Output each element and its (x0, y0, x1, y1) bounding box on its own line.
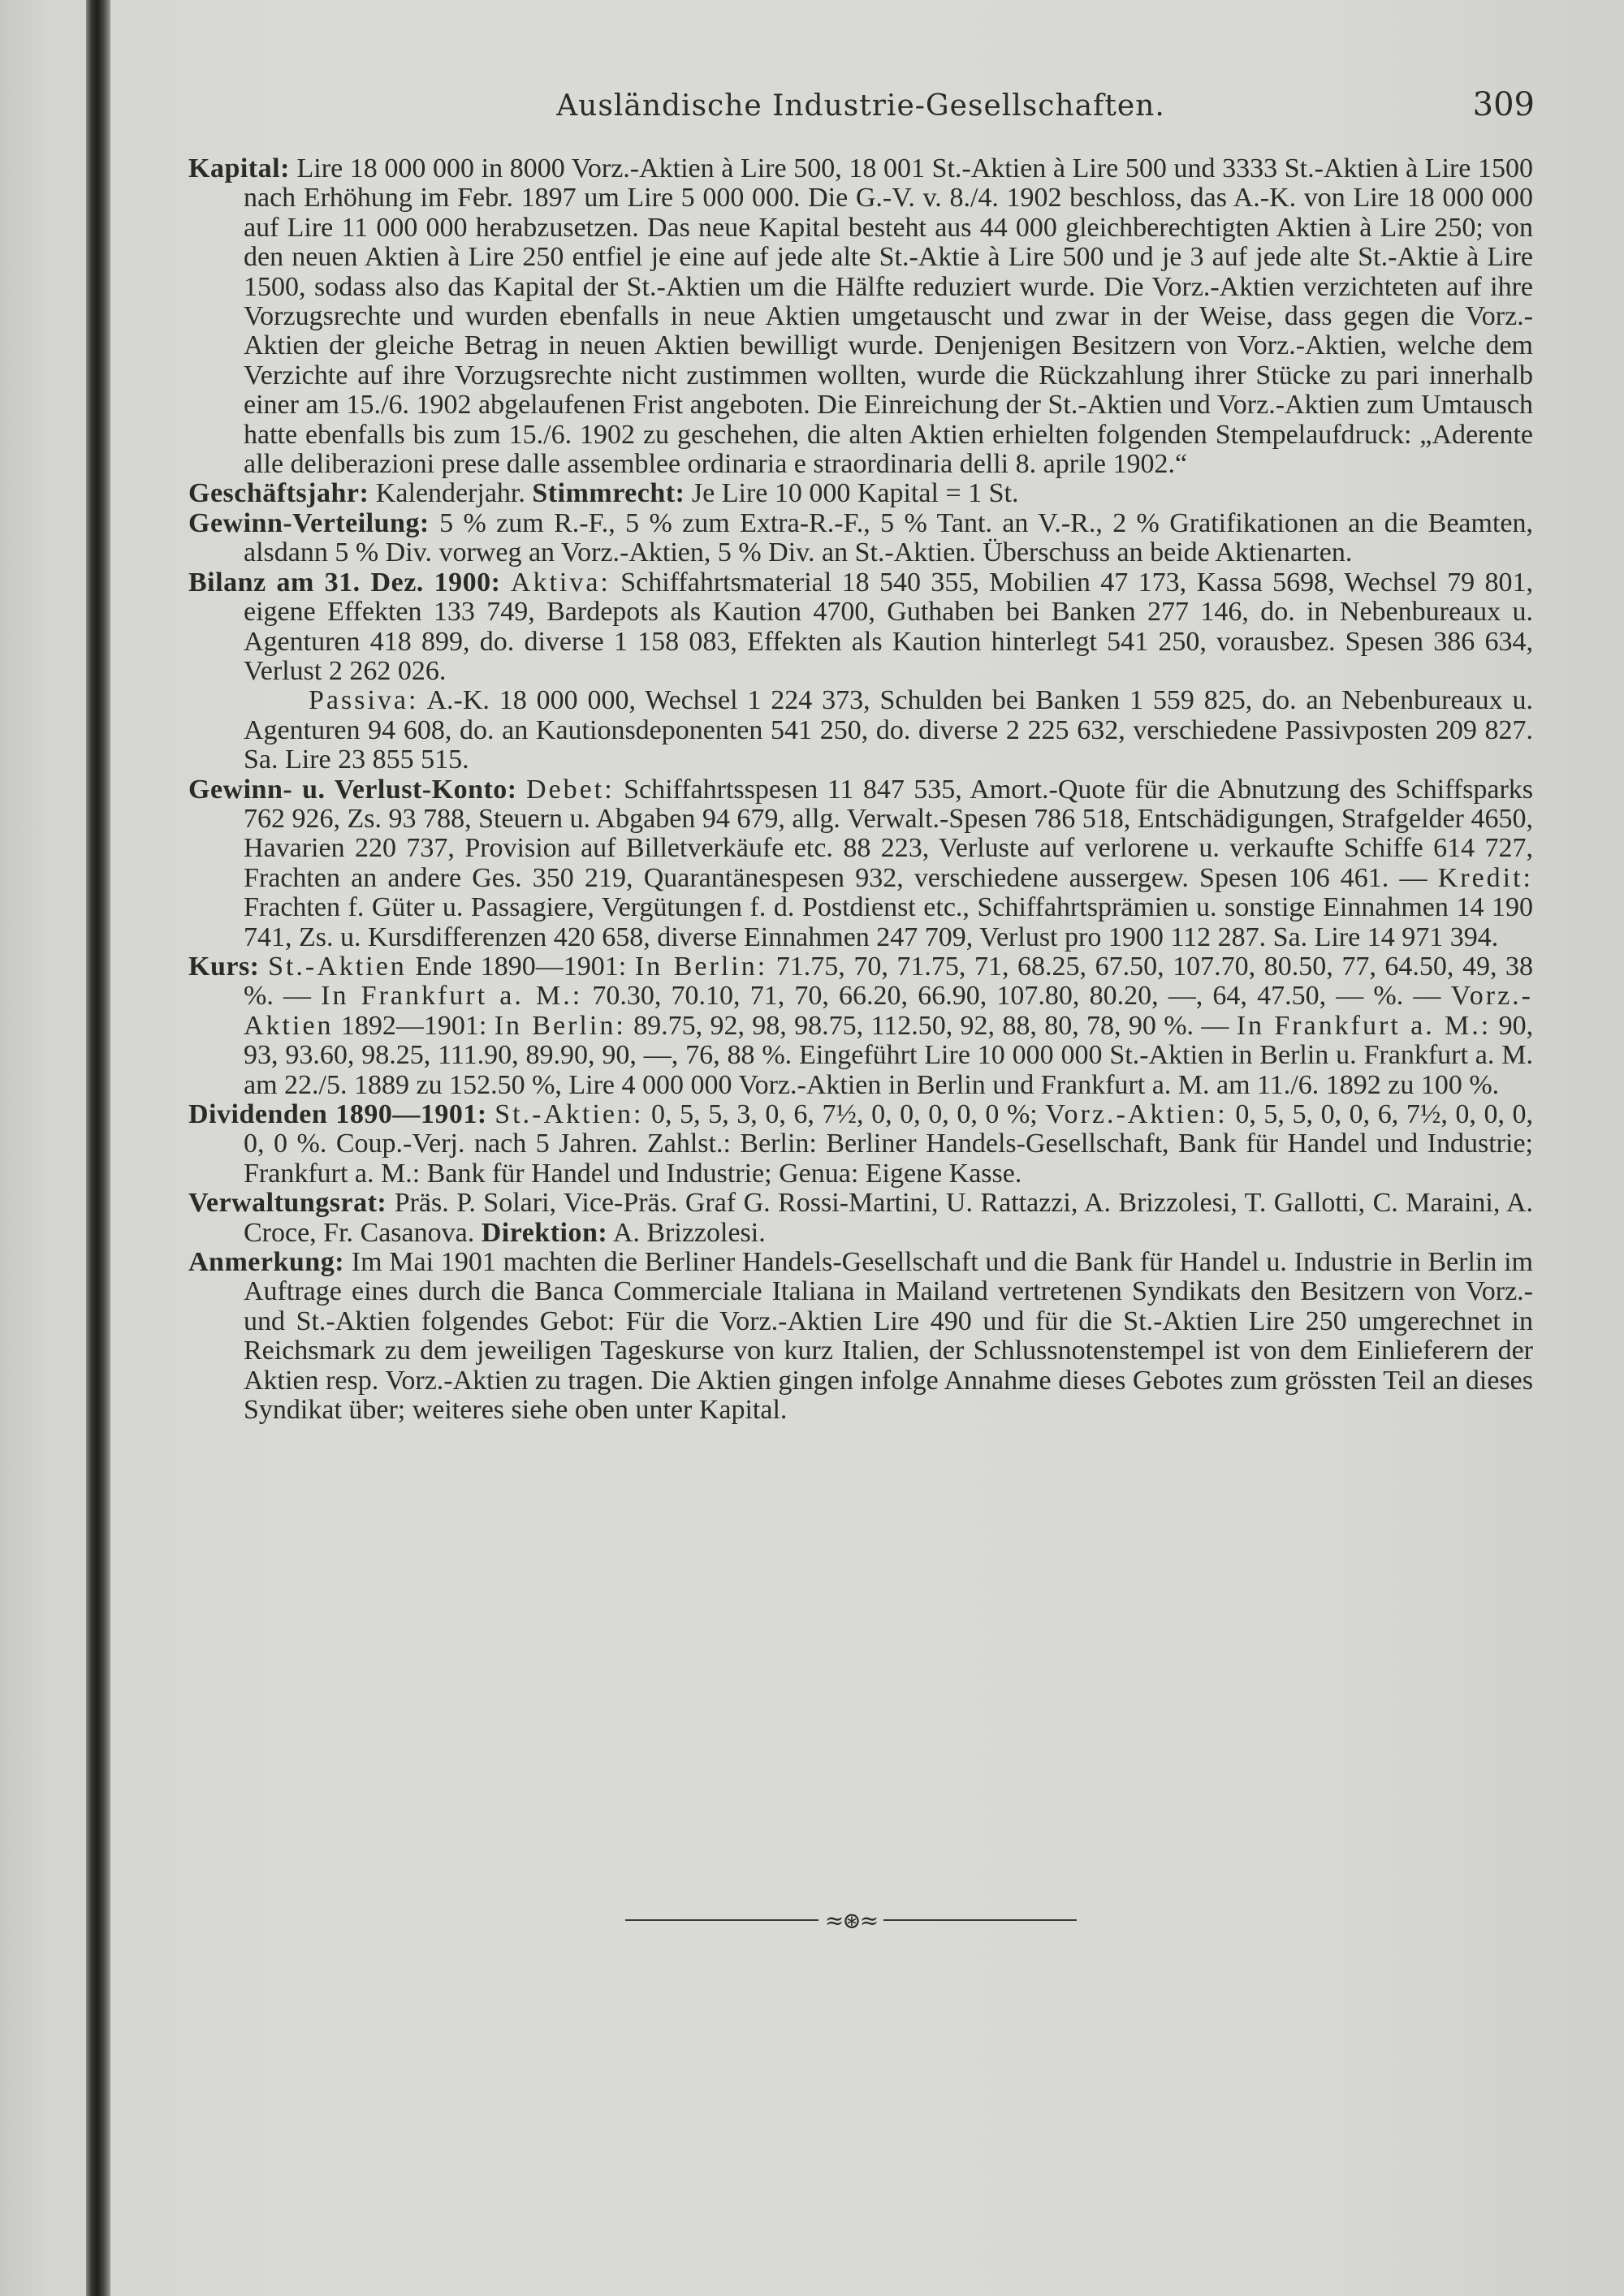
kurs-frankfurt: In Frankfurt a. M.: (1236, 1010, 1492, 1041)
kurs-st-aktien: St.-Aktien (268, 951, 407, 982)
document-body (188, 154, 1533, 1425)
entry-label: Bilanz am 31. Dez. 1900: (188, 567, 501, 598)
entry-text: 5 % zum R.-F., 5 % zum Extra-R.-F., 5 % Tant. an V.-R., 2 % Gratifikationen an die Beamten, alsdann 5 % Div. vorweg an Vorz.-Aktien, 5 % Div. an St.-Aktien. Überschuss an beide Aktienarten. (244, 507, 1534, 568)
entry-text: Präs. P. Solari, Vice-Präs. Graf G. Rossi-Martini, U. Rattazzi, A. Brizzolesi, T. Gallotti, C. Maraini, A. Croce, Fr. Casanova. (244, 1188, 1534, 1248)
aktiva-label: Aktiva: (510, 567, 611, 598)
dividenden-vorz-aktien: Vorz.-Aktien: (1045, 1099, 1228, 1129)
entry-label: Kapital: (188, 153, 290, 183)
divider-line-right (883, 1919, 1077, 1921)
kurs-berlin: In Berlin: (634, 951, 768, 982)
kurs-berlin: In Berlin: (494, 1010, 626, 1041)
kredit-text: Frachten f. Güter u. Passagiere, Vergütungen f. d. Postdienst etc., Schiffahrtsprämien u. sonstige Einnahmen 14 190 741, Zs. u. Kursdifferenzen 420 658, diverse Einnahmen 247 709, Verlust pro 1900 112 287. Sa. Lire 14 971 394. (244, 892, 1533, 952)
entry-label: Verwaltungsrat: (188, 1188, 387, 1219)
entry-anmerkung (188, 1248, 1533, 1425)
entry-label: Geschäftsjahr: (188, 478, 369, 509)
section-divider (625, 1908, 1077, 1932)
book-spine-shadow (86, 0, 110, 2296)
kurs-values: 70.30, 70.10, 71, 70, 66.20, 66.90, 107.80, 80.20, —, 64, 47.50, — %. — (592, 981, 1441, 1012)
kurs-values: 90, 93, 93.60, 98.25, 111.90, 89.90, 90, —, 76, 88 %. Eingeführt Lire 10 000 000 St.-Aktien in Berlin u. Frankfurt a. M. am 22./5. 1889 zu 152.50 %, Lire 4 000 000 Vorz.-Aktien in Berlin und Frankfurt a. M. am 11./6. 1892 zu 100 %. (244, 1010, 1534, 1100)
passiva-text: A.-K. 18 000 000, Wechsel 1 224 373, Schulden bei Banken 1 559 825, do. an Nebenbureaux u. Agenturen 94 608, do. an Kautionsdeponenten 541 250, do. diverse 2 225 632, verschiedene Passivposten 209 827. Sa. Lire 23 855 515. (244, 685, 1534, 775)
kurs-period: Ende 1890—1901: (415, 951, 627, 982)
kurs-frankfurt: In Frankfurt a. M.: (321, 981, 583, 1012)
entry-gewinn-verteilung (188, 509, 1533, 568)
entry-text: Im Mai 1901 machten die Berliner Handels-Gesellschaft und die Bank für Handel u. Industrie in Berlin im Auftrage eines durch die Banca Commerciale Italiana in Mailand vertretenen Syndikats den Besitzern von Vorz.- und St.-Aktien folgendes Gebot: Für die Vorz.-Aktien Lire 490 und für die St.-Aktien Lire 250 umgerechnet in Reichsmark zu dem jeweiligen Tageskurse von kurz Italien, der Schlussnotenstempel ist von dem Einlieferern der Aktien resp. Vorz.-Aktien zu tragen. Die Aktien gingen infolge Annahme dieses Gebotes zum grössten Teil an dieses Syndikat über; weiteres siehe oben unter Kapital. (244, 1247, 1533, 1426)
kurs-vorz-aktien: Vorz.-Aktien (244, 981, 1533, 1041)
entry-geschaeftsjahr (188, 479, 1533, 508)
entry-dividenden (188, 1100, 1533, 1189)
page-number: 309 (1472, 86, 1535, 123)
divider-line-left (625, 1919, 818, 1921)
entry-bilanz-passiva (188, 686, 1533, 775)
entry-label: Gewinn-Verteilung: (188, 507, 430, 538)
entry-label-stimmrecht: Stimmrecht: (532, 478, 685, 509)
entry-gewinn-verlust (188, 775, 1533, 952)
dividenden-st-aktien: St.-Aktien: (495, 1099, 644, 1129)
entry-label: Dividenden 1890—1901: (188, 1099, 487, 1129)
dividenden-values: 0, 5, 5, 3, 0, 6, 7½, 0, 0, 0, 0, 0 %; (651, 1099, 1038, 1129)
entry-text: Lire 18 000 000 in 8000 Vorz.-Aktien à Lire 500, 18 001 St.-Aktien à Lire 500 und 3333 St.-Aktien à Lire 1500 nach Erhöhung im Febr. 1897 um Lire 5 000 000. Die G.-V. v. 8./4. 1902 beschloss, das A.-K. von Lire 18 000 000 auf Lire 11 000 000 herabzusetzen. Das neue Kapital besteht aus 44 000 gleichberechtigten Aktien à Lire 250; von den neuen Aktien à Lire 250 entfiel je eine auf jede alte St.-Aktie à Lire 500 und je 3 auf jede alte St.-Aktie à Lire 1500, sodass also das Kapital der St.-Aktien um die Hälfte reduziert wurde. Die Vorz.-Aktien verzichteten auf ihre Vorzugsrechte und wurden ebenfalls in neue Aktien umgetauscht und zwar in der Weise, dass gegen die Vorz.-Aktien der gleiche Betrag in neuen Aktien bewilligt wurde. Denjenigen Besitzern von Vorz.-Aktien, welche dem Verzichte auf ihre Vorzugsrechte nicht zustimmen wollten, wurde die Rückzahlung ihrer Stücke zu pari innerhalb einer am 15./6. 1902 abgelaufenen Frist angeboten. Die Einreichung der St.-Aktien und Vorz.-Aktien zum Umtausch hatte ebenfalls bis zum 15./6. 1902 zu geschehen, die alten Aktien erhielten folgenden Stempelaufdruck: „Aderente alle deliberazioni prese dalle assemblee ordinaria e straordinaria delli 8. aprile 1902.“ (244, 153, 1533, 480)
entry-bilanz (188, 568, 1533, 687)
kurs-values: 89.75, 92, 98, 98.75, 112.50, 92, 88, 80, 78, 90 %. — (633, 1010, 1229, 1041)
kredit-label: Kredit: (1437, 862, 1533, 893)
entry-label: Gewinn- u. Verlust-Konto: (188, 774, 517, 805)
kurs-period: 1892—1901: (340, 1010, 487, 1041)
aktiva-text: Schiffahrtsmaterial 18 540 355, Mobilien 47 173, Kassa 5698, Wechsel 79 801, eigene Effekten 133 749, Bardepots als Kaution 4700, Guthaben bei Banken 277 146, do. in Nebenbureaux u. Agenturen 418 899, do. diverse 1 158 083, Effekten als Kaution hinterlegt 541 250, vorausbez. Spesen 386 634, Verlust 2 262 026. (244, 567, 1534, 686)
entry-kurs (188, 952, 1533, 1100)
ornament-divider-icon: ≈⊛≈ (824, 1906, 878, 1934)
running-title: Ausländische Industrie-Gesellschaften. (556, 89, 1165, 123)
entry-label-direktion: Direktion: (481, 1217, 608, 1248)
debet-label: Debet: (526, 774, 615, 805)
debet-text: Schiffahrtsspesen 11 847 535, Amort.-Quote für die Abnutzung des Schiffsparks 762 926, Zs. 93 788, Steuern u. Abgaben 94 679, allg. Verwalt.-Spesen 786 518, Entschädigungen, Strafgelder 4650, Havarien 220 737, Provision auf Billetverkäufe etc. 88 223, Verluste auf verlorene u. verkaufte Schiffe 614 727, Frachten an andere Ges. 350 219, Quarantänespesen 932, verschiedene aussergew. Spesen 106 461. — (244, 774, 1534, 893)
entry-text-direktion: A. Brizzolesi. (612, 1217, 766, 1248)
entry-kapital (188, 154, 1533, 479)
entry-text: Kalenderjahr. (375, 478, 525, 509)
passiva-label: Passiva: (309, 685, 419, 716)
entry-label: Kurs: (188, 951, 260, 982)
entry-verwaltungsrat (188, 1189, 1533, 1248)
page-header (187, 86, 1535, 127)
entry-label: Anmerkung: (188, 1247, 345, 1278)
dividenden-values: 0, 5, 5, 0, 0, 6, 7½, 0, 0, 0, 0, 0 %. Coup.-Verj. nach 5 Jahren. Zahlst.: Berlin: Berliner Handels-Gesellschaft, Bank für Handel und Industrie; Frankfurt a. M.: Bank für Handel und Industrie; Genua: Eigene Kasse. (244, 1099, 1534, 1189)
kurs-values: 71.75, 70, 71.75, 71, 68.25, 67.50, 107.70, 80.50, 77, 64.50, 49, 38 %. — (244, 951, 1534, 1012)
entry-text-stimmrecht: Je Lire 10 000 Kapital = 1 St. (691, 478, 1019, 509)
